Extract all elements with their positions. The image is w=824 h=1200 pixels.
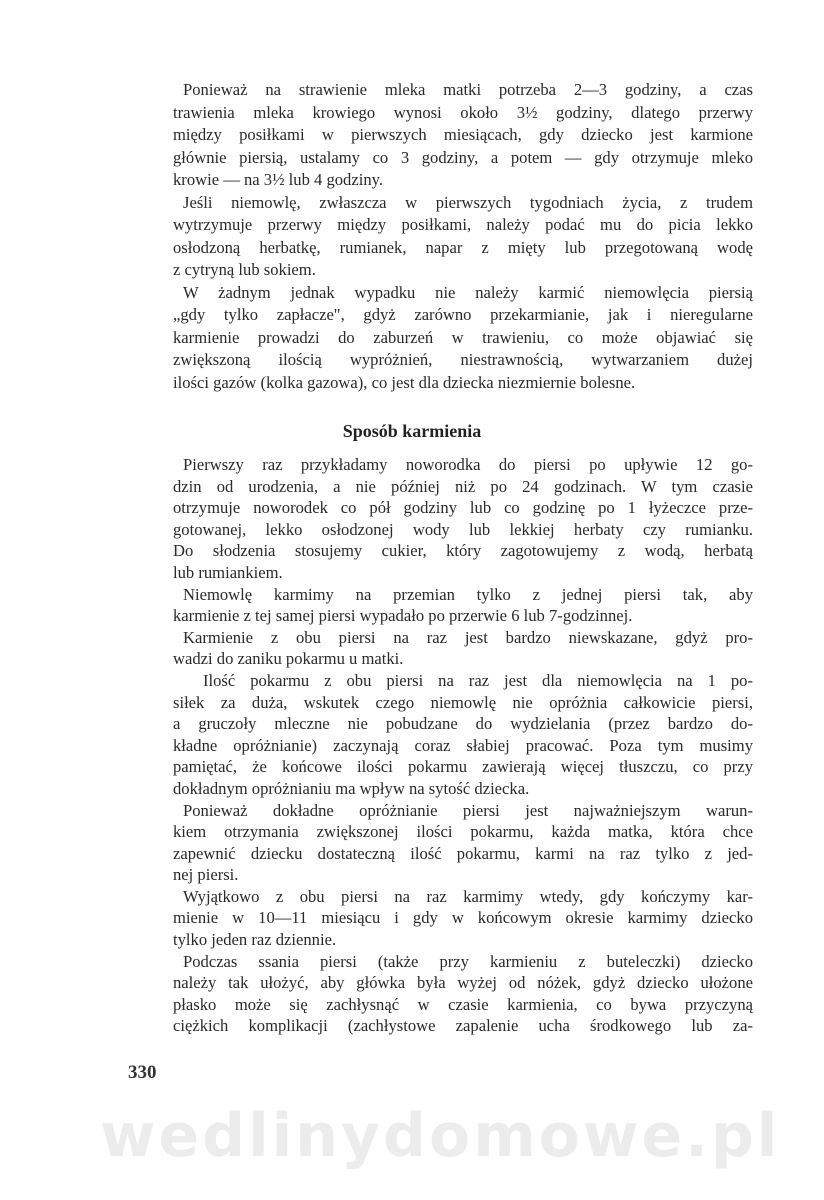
section-heading: Sposób karmienia — [342, 421, 482, 441]
text-line: wytrzymuje przerwy między posiłkami, należy podać mu do picia lekko — [173, 215, 753, 234]
text-line: a gruczoły mleczne nie pobudzane do wydzielania (przez bardzo do- — [173, 714, 753, 734]
paragraph — [173, 79, 753, 192]
text-line: Wyjątkowo z obu piersi na raz karmimy wtedy, gdy kończymy kar- — [183, 886, 753, 906]
text-line: krowie — na 3½ lub 4 godziny. — [173, 170, 383, 189]
section-1-body — [173, 79, 753, 394]
paragraph — [173, 454, 753, 584]
text-line: „gdy tylko zapłacze", gdyż zarówno przekarmianie, jak i nieregularne — [173, 305, 753, 324]
text-line: gotowanej, lekko osłodzonej wody lub lekkiej herbaty czy rumianku. — [173, 519, 753, 539]
paragraph — [173, 282, 753, 395]
paragraph — [173, 192, 753, 282]
text-line: zwiększoną ilością wypróżnień, niestrawnością, wytwarzaniem dużej — [173, 350, 753, 369]
text-line: należy tak ułożyć, aby główka była wyżej od nóżek, gdyż dziecko ułożone — [173, 973, 753, 993]
text-line: lub rumiankiem. — [173, 562, 283, 582]
text-line: Pierwszy raz przykładamy noworodka do piersi po upływie 12 go- — [183, 455, 753, 474]
text-line: zapewnić dziecku dostateczną ilość pokarmu, karmi na raz tylko z jed- — [173, 843, 753, 863]
text-line: Niemowlę karmimy na przemian tylko z jednej piersi tak, aby — [183, 584, 753, 604]
paragraph — [173, 627, 753, 670]
text-line: dokładnym opróżnianiu ma wpływ na sytość dziecka. — [173, 778, 530, 798]
text-line: pamiętać, że końcowe ilości pokarmu zawierają więcej tłuszczu, co przy — [173, 757, 753, 777]
text-line: Ilość pokarmu z obu piersi na raz jest dla niemowlęcia na 1 po- — [203, 670, 753, 690]
paragraph — [173, 886, 753, 951]
text-line: Podczas ssania piersi (także przy karmieniu z buteleczki) dziecko — [183, 951, 753, 971]
text-line: Ponieważ dokładne opróżnianie piersi jest najważniejszym warun- — [183, 800, 753, 820]
text-line: Jeśli niemowlę, zwłaszcza w pierwszych tygodniach życia, z trudem — [183, 192, 753, 212]
text-line: kiem otrzymania zwiększonej ilości pokarmu, każda matka, która chce — [173, 822, 753, 842]
page-number: 330 — [128, 1062, 157, 1083]
text-line: dzin od urodzenia, a nie później niż po 24 godzinach. W tym czasie — [173, 476, 753, 496]
text-line: wadzi do zaniku pokarmu u matki. — [173, 649, 404, 669]
text-line: otrzymuje noworodek co pół godziny lub co godzinę po 1 łyżeczce prze- — [173, 498, 753, 518]
text-line: między posiłkami w pierwszych miesiącach, gdy dziecko jest karmione — [173, 125, 753, 144]
text-line: ciężkich komplikacji (zachłystowe zapalenie ucha środkowego lub za- — [173, 1016, 753, 1036]
text-line: osłodzoną herbatkę, rumianek, napar z mięty lub przegotowaną wodę — [173, 237, 753, 257]
text-line: W żadnym jednak wypadku nie należy karmić niemowlęcia piersią — [183, 282, 753, 302]
text-line: siłek za duża, wskutek czego niemowlę nie opróżnia całkowicie piersi, — [173, 692, 753, 712]
text-line: Karmienie z obu piersi na raz jest bardzo niewskazane, gdyż pro- — [183, 627, 753, 647]
section-2-body — [173, 454, 753, 1037]
paragraph — [173, 800, 753, 886]
text-line: tylko jeden raz dziennie. — [173, 930, 337, 950]
text-line: nej piersi. — [173, 865, 239, 885]
text-line: głównie piersią, ustalamy co 3 godziny, a potem — gdy otrzymuje mleko — [173, 147, 753, 167]
text-line: Ponieważ na strawienie mleka matki potrzeba 2—3 godziny, a czas — [183, 80, 753, 99]
paragraph — [173, 584, 753, 627]
text-line: karmienie prowadzi do zaburzeń w trawieniu, co może objawiać się — [173, 327, 753, 347]
text-line: kładne opróżnianie) zaczynają coraz słabiej pracować. Poza tym musimy — [173, 735, 753, 755]
text-line: z cytryną lub sokiem. — [173, 260, 316, 279]
watermark: wedlinydomowe.pl — [100, 1101, 781, 1171]
text-line: mienie w 10—11 miesiącu i gdy w końcowym okresie karmimy dziecko — [173, 908, 753, 928]
paragraph — [173, 670, 753, 800]
text-line: trawienia mleka krowiego wynosi około 3½ godziny, dlatego przerwy — [173, 102, 753, 122]
text-line: Do słodzenia stosujemy cukier, który zagotowujemy z wodą, herbatą — [173, 541, 753, 561]
text-line: ilości gazów (kolka gazowa), co jest dla dziecka niezmiernie bolesne. — [173, 372, 636, 392]
text-line: płasko może się zachłysnąć w czasie karmienia, co bywa przyczyną — [173, 994, 753, 1014]
paragraph — [173, 951, 753, 1037]
text-line: karmienie z tej samej piersi wypadało po przerwie 6 lub 7-godzinnej. — [173, 606, 633, 626]
